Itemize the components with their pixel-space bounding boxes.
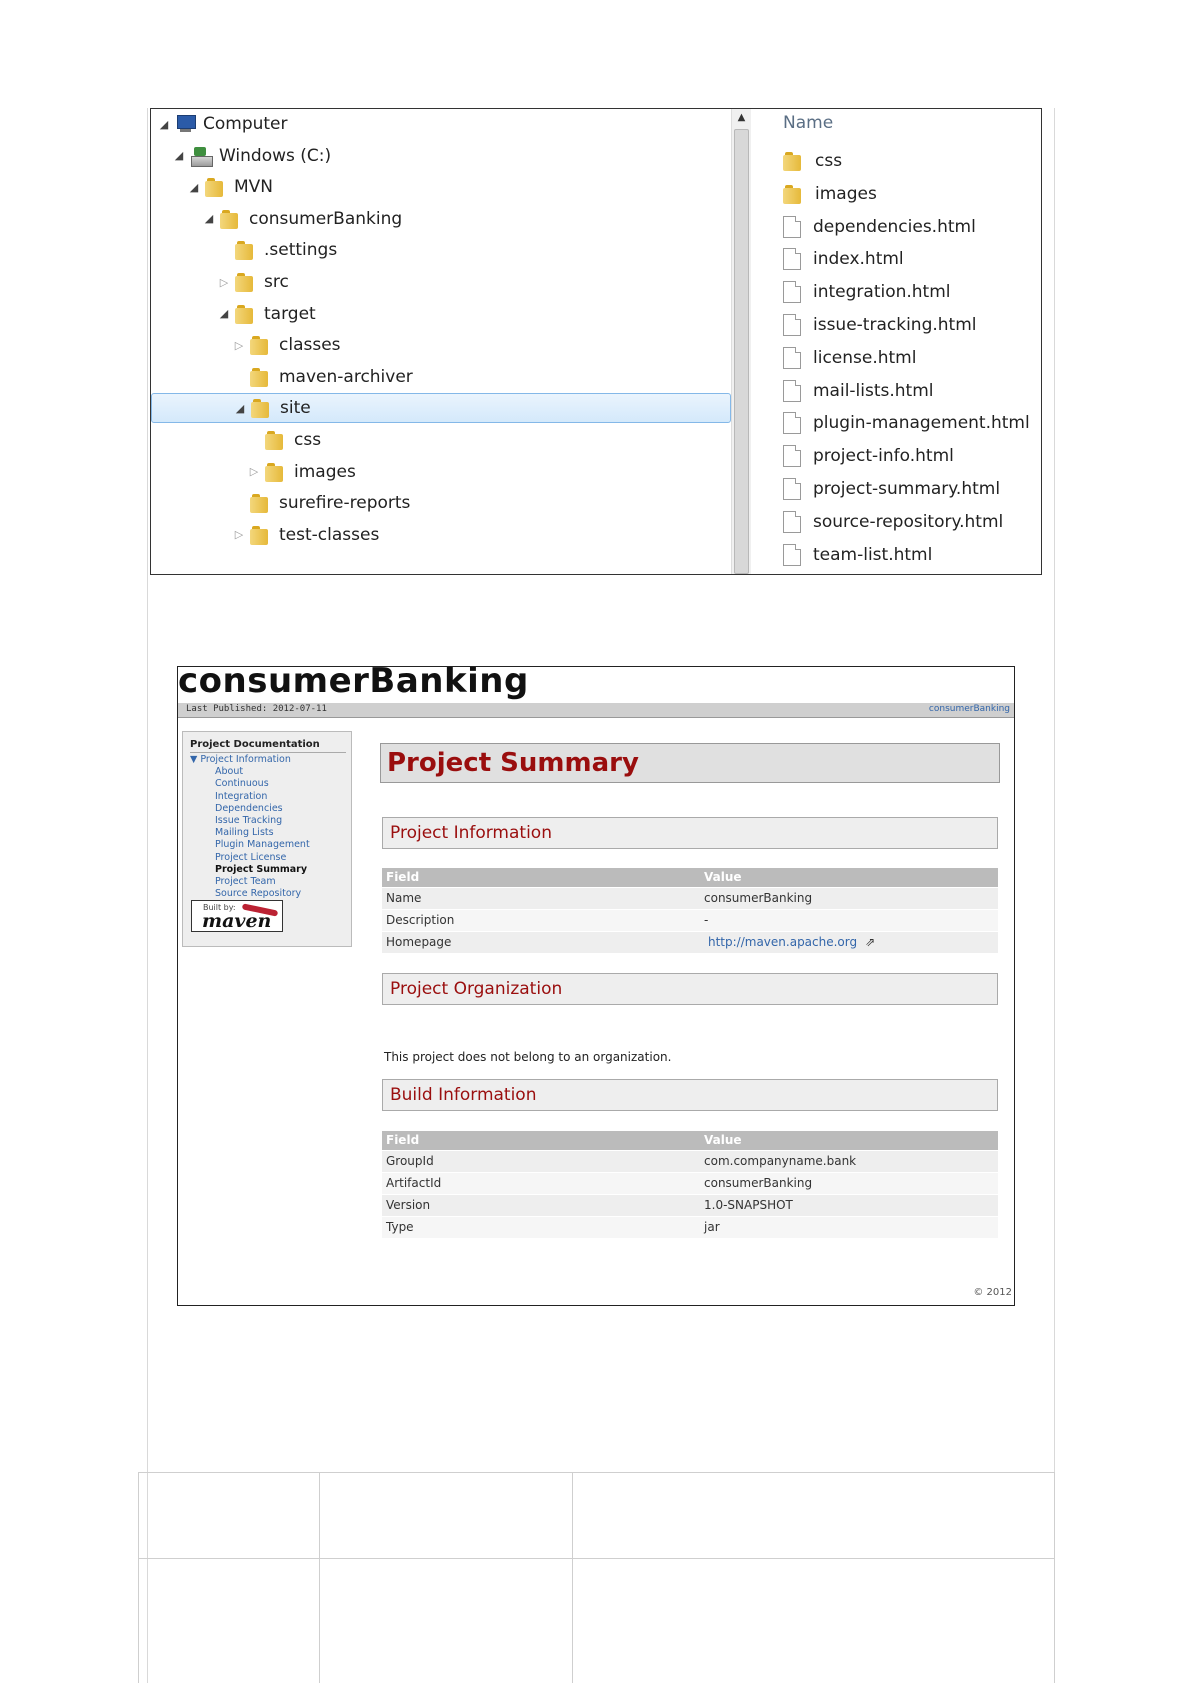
- file-name: images: [815, 183, 877, 204]
- site-title: consumerBanking: [178, 666, 529, 701]
- table-cell: Type: [386, 1220, 414, 1234]
- folder-tree: [151, 109, 731, 574]
- project-documentation-nav: [182, 731, 352, 947]
- tree-item-label: Windows (C:): [219, 145, 332, 166]
- copyright: © 2012: [973, 1287, 1012, 1298]
- column-header: Value: [704, 870, 742, 884]
- file-icon: [783, 445, 801, 467]
- file-icon: [783, 281, 801, 303]
- file-list-item[interactable]: [783, 213, 976, 241]
- table-column-divider: [572, 1473, 573, 1683]
- page-heading-box: [380, 743, 1000, 783]
- nav-item[interactable]: Mailing Lists: [215, 827, 274, 839]
- tree-item[interactable]: [151, 330, 731, 360]
- page-right-rule: [1054, 108, 1055, 1683]
- drive-icon: [189, 146, 213, 166]
- tree-item-label: MVN: [234, 177, 274, 198]
- collapsed-arrow-icon[interactable]: ▷: [219, 275, 229, 289]
- build-information-table: [382, 1131, 998, 1238]
- table-cell: ArtifactId: [386, 1176, 442, 1190]
- table-cell: Description: [386, 913, 455, 927]
- nav-item[interactable]: Project License: [215, 851, 287, 863]
- column-header: Value: [704, 1133, 742, 1147]
- folder-icon: [220, 209, 240, 229]
- nav-item[interactable]: ▼ Project Information: [190, 754, 291, 765]
- tree-scrollbar[interactable]: [731, 109, 751, 574]
- tree-item-label: images: [294, 461, 356, 482]
- scroll-thumb[interactable]: [734, 129, 749, 574]
- built-by-maven-badge[interactable]: [191, 900, 283, 932]
- nav-item[interactable]: About: [215, 766, 244, 778]
- expanded-arrow-icon[interactable]: ◢: [189, 180, 199, 194]
- file-name: project-info.html: [813, 446, 954, 467]
- folder-icon: [235, 272, 255, 292]
- collapsed-arrow-icon[interactable]: ▷: [234, 528, 244, 542]
- file-icon: [783, 478, 801, 500]
- file-icon: [783, 216, 801, 238]
- nav-item[interactable]: Source Repository: [215, 888, 302, 900]
- table-header: [382, 1131, 998, 1150]
- tree-item[interactable]: [151, 109, 731, 139]
- folder-icon: [250, 525, 270, 545]
- table-header: [382, 868, 998, 887]
- section-heading: Project Organization: [390, 979, 563, 999]
- folder-icon: [250, 367, 270, 387]
- expanded-arrow-icon[interactable]: ◢: [235, 401, 245, 415]
- nav-heading: Project Documentation: [190, 739, 320, 750]
- file-list-item[interactable]: [783, 344, 916, 372]
- file-name: plugin-management.html: [813, 413, 1030, 434]
- tree-item-label: target: [264, 303, 316, 324]
- file-icon: [783, 347, 801, 369]
- section-heading: Build Information: [390, 1085, 537, 1105]
- table-cell: jar: [704, 1220, 720, 1234]
- folder-icon: [205, 177, 225, 197]
- table-cell: com.companyname.bank: [704, 1154, 857, 1168]
- table-row: [382, 887, 998, 909]
- name-column-header[interactable]: Name: [783, 113, 834, 133]
- column-header: Field: [386, 870, 420, 884]
- scroll-up-arrow-icon[interactable]: ▲: [737, 112, 746, 123]
- file-name: mail-lists.html: [813, 380, 934, 401]
- column-header: Field: [386, 1133, 420, 1147]
- top-project-link[interactable]: consumerBanking: [928, 704, 1010, 714]
- tree-item[interactable]: [151, 520, 731, 550]
- tree-item-label: surefire-reports: [279, 493, 411, 514]
- tree-item[interactable]: [151, 457, 731, 487]
- tree-item[interactable]: [151, 235, 731, 265]
- folder-icon: [783, 151, 803, 171]
- folder-icon: [783, 184, 803, 204]
- table-cell: -: [704, 913, 709, 927]
- tree-item[interactable]: [151, 141, 731, 171]
- folder-icon: [250, 335, 270, 355]
- file-name: license.html: [813, 347, 917, 368]
- maven-logo-text: maven: [202, 910, 272, 932]
- table-row: [382, 1216, 998, 1238]
- tree-item[interactable]: [151, 299, 731, 329]
- expanded-arrow-icon[interactable]: ◢: [159, 117, 169, 131]
- table-cell: Name: [386, 891, 422, 905]
- file-list-item[interactable]: [783, 147, 842, 175]
- folder-icon: [251, 398, 271, 418]
- file-list-item[interactable]: [783, 278, 951, 306]
- tree-item[interactable]: [151, 267, 731, 297]
- nav-divider: [190, 752, 346, 753]
- file-list-item[interactable]: [783, 508, 1003, 536]
- file-icon: [783, 412, 801, 434]
- computer-icon: [174, 114, 196, 134]
- tree-item[interactable]: [151, 172, 731, 202]
- folder-icon: [235, 240, 255, 260]
- badge-caption: Built by:: [203, 903, 236, 912]
- tree-item[interactable]: [151, 393, 731, 423]
- section-heading: Project Information: [390, 823, 552, 843]
- file-name: dependencies.html: [813, 216, 976, 237]
- file-name: team-list.html: [813, 544, 933, 565]
- tree-item-label: .settings: [264, 240, 338, 261]
- tree-item-label: css: [294, 430, 322, 450]
- table-cell: Version: [386, 1198, 431, 1212]
- file-list-item[interactable]: [783, 475, 1000, 503]
- file-icon: [783, 544, 801, 566]
- file-name: css: [815, 151, 843, 171]
- table-cell: consumerBanking: [704, 891, 813, 905]
- table-row: [382, 1150, 998, 1172]
- nav-item[interactable]: Project Team: [215, 876, 276, 887]
- expanded-arrow-icon[interactable]: ◢: [204, 212, 214, 226]
- published-bar: [178, 703, 1014, 718]
- table-cell: Homepage: [386, 935, 452, 949]
- table-cell: consumerBanking: [704, 1176, 813, 1190]
- organization-text: This project does not belong to an organization.: [384, 1050, 672, 1064]
- expanded-arrow-icon[interactable]: ◢: [174, 149, 184, 163]
- expanded-arrow-icon[interactable]: ◢: [219, 307, 229, 321]
- folder-icon: [235, 304, 255, 324]
- table-row: [382, 931, 998, 953]
- table-column-divider: [319, 1473, 320, 1683]
- folder-icon: [265, 462, 285, 482]
- tree-item[interactable]: [151, 488, 731, 518]
- table-row: [382, 909, 998, 931]
- project-organization-section: [382, 973, 998, 1005]
- build-information-section: [382, 1079, 998, 1111]
- table-row: [382, 1172, 998, 1194]
- table-cell: [700, 932, 998, 953]
- collapsed-arrow-icon[interactable]: ▷: [234, 338, 244, 352]
- file-name: project-summary.html: [813, 479, 1001, 499]
- tree-item-label: test-classes: [279, 524, 380, 545]
- file-list-item[interactable]: [783, 245, 904, 273]
- external-link-icon: ⇗: [865, 935, 876, 949]
- tree-item-label: Computer: [203, 114, 288, 134]
- homepage-link[interactable]: http://maven.apache.org: [708, 935, 858, 949]
- file-list-item[interactable]: [783, 311, 976, 339]
- file-list-item[interactable]: [783, 409, 1030, 437]
- last-published: Last Published: 2012-07-11: [186, 704, 327, 714]
- file-list: [751, 109, 1041, 574]
- table-cell: GroupId: [386, 1154, 434, 1168]
- empty-table: [138, 1472, 1055, 1683]
- project-information-table: [382, 868, 998, 953]
- maven-site-screenshot: [177, 666, 1015, 1306]
- file-list-item[interactable]: [783, 541, 932, 569]
- file-list-item[interactable]: [783, 377, 934, 405]
- nav-item[interactable]: Plugin Management: [215, 839, 310, 851]
- file-icon: [783, 248, 801, 270]
- page-left-rule: [147, 108, 148, 1683]
- folder-icon: [250, 493, 270, 513]
- file-icon: [783, 511, 801, 533]
- nav-item: Project Summary: [215, 863, 308, 875]
- folder-icon: [265, 430, 285, 450]
- file-name: source-repository.html: [813, 511, 1004, 532]
- nav-item[interactable]: Dependencies: [215, 802, 283, 814]
- file-icon: [783, 314, 801, 336]
- collapsed-arrow-icon[interactable]: ▷: [249, 465, 259, 479]
- file-icon: [783, 380, 801, 402]
- nav-item[interactable]: Continuous: [215, 778, 269, 790]
- file-list-item[interactable]: [783, 180, 877, 208]
- table-row-divider: [139, 1558, 1054, 1559]
- table-row: [382, 1194, 998, 1216]
- file-list-item[interactable]: [783, 442, 954, 470]
- nav-item[interactable]: Integration: [215, 790, 268, 802]
- table-cell: 1.0-SNAPSHOT: [704, 1198, 793, 1212]
- tree-item[interactable]: [151, 362, 731, 392]
- project-information-section: [382, 817, 998, 849]
- tree-item-label: maven-archiver: [279, 366, 413, 387]
- file-name: index.html: [813, 249, 904, 270]
- nav-item[interactable]: Issue Tracking: [215, 815, 283, 826]
- tree-item-label: src: [264, 272, 289, 292]
- tree-item[interactable]: [151, 204, 731, 234]
- file-name: integration.html: [813, 282, 951, 303]
- file-explorer-screenshot: [150, 108, 1042, 575]
- tree-item[interactable]: [151, 425, 731, 455]
- page-title: Project Summary: [387, 748, 639, 778]
- file-name: issue-tracking.html: [813, 315, 977, 335]
- tree-item-label: consumerBanking: [249, 208, 403, 229]
- tree-item-label: site: [280, 398, 311, 419]
- tree-item-label: classes: [279, 335, 341, 356]
